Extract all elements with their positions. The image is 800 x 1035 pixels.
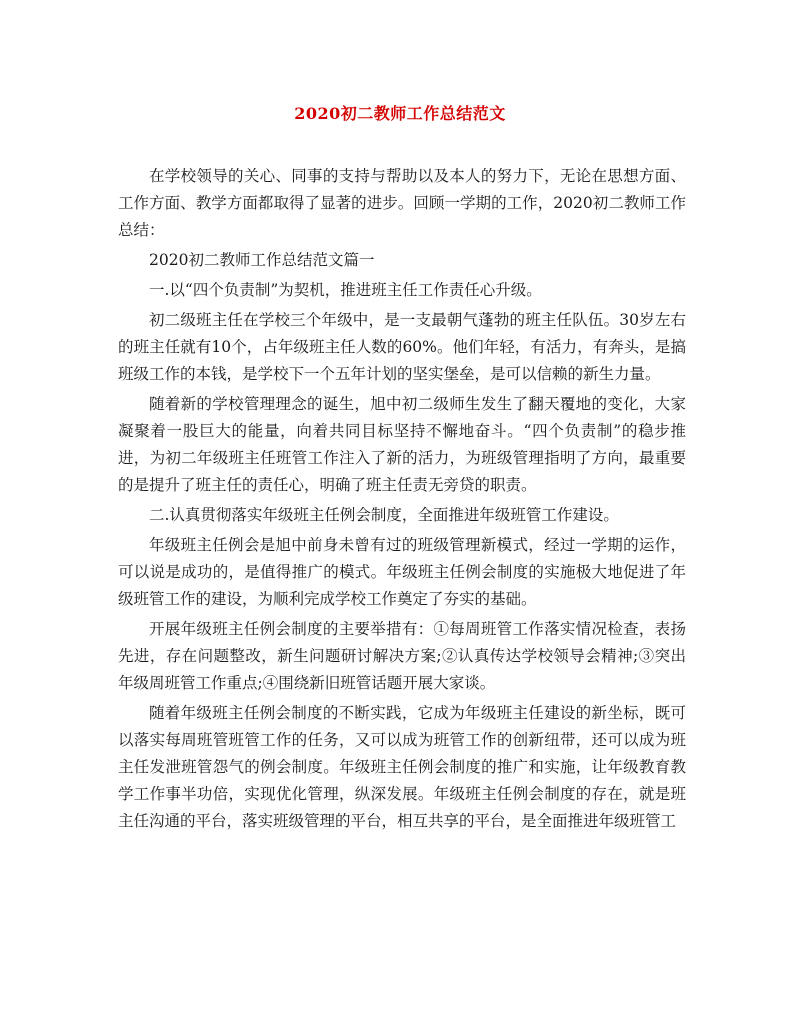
- heading-item-two: 二.认真贯彻落实年级班主任例会制度，全面推进年级班管工作建设。: [149, 506, 619, 524]
- paragraph-practice: 随着年级班主任例会制度的不断实践，它成为年级班主任建设的新坐标，既可以落实每周班管班管工作的任务，又可以成为班管工作的创新纽带，还可以成为班主任发泄班管怨气的例会制度。年级班主任例会制度的推广和实施，让年级教育教学工作事半功倍，实现优化管理，纵深发展。年级班主任例会制度的存在，就是班主任沟通的平台，落实班级管理的平台，相互共享的平台，是全面推进年级班管工: [118, 704, 686, 830]
- paragraph-meeting-mode: 年级班主任例会是旭中前身未曾有过的班级管理新模式，经过一学期的运作，可以说是成功的，是值得推广的模式。年级班主任例会制度的实施极大地促进了年级班管工作的建设，为顺利完成学校工作奠定了夯实的基础。: [118, 536, 686, 608]
- paragraph-measures: 开展年级班主任例会制度的主要举措有：①每周班管工作落实情况检查，表扬先进，存在问题整改，新生问题研讨解决方案;②认真传达学校领导会精神;③突出年级周班管工作重点;④围绕新旧班管话题开展大家谈。: [118, 620, 686, 692]
- paragraph-team: 初二级班主任在学校三个年级中，是一支最朝气蓬勃的班主任队伍。30岁左右的班主任就有10个，占年级班主任人数的60%。他们年轻，有活力，有奔头，是搞班级工作的本钱，是学校下一个五年计划的坚实堡垒，是可以信赖的新生力量。: [118, 311, 686, 383]
- paragraph-management-change: 随着新的学校管理理念的诞生，旭中初二级师生发生了翻天覆地的变化，大家凝聚着一股巨大的能量，向着共同目标坚持不懈地奋斗。“四个负责制”的稳步推进，为初二年级班主任班管工作注入了新的活力，为班级管理指明了方向，最重要的是提升了班主任的责任心，明确了班主任责无旁贷的职责。: [118, 395, 686, 494]
- heading-item-one: 一.以“四个负责制”为契机，推进班主任工作责任心升级。: [149, 281, 542, 299]
- document-body: [118, 163, 686, 838]
- paragraph-intro: 在学校领导的关心、同事的支持与帮助以及本人的努力下，无论在思想方面、工作方面、教学方面都取得了显著的进步。回顾一学期的工作，2020初二教师工作总结：: [118, 167, 686, 239]
- section-heading-part-one: 2020初二教师工作总结范文篇一: [149, 251, 375, 269]
- document-title: 2020初二教师工作总结范文: [294, 104, 506, 123]
